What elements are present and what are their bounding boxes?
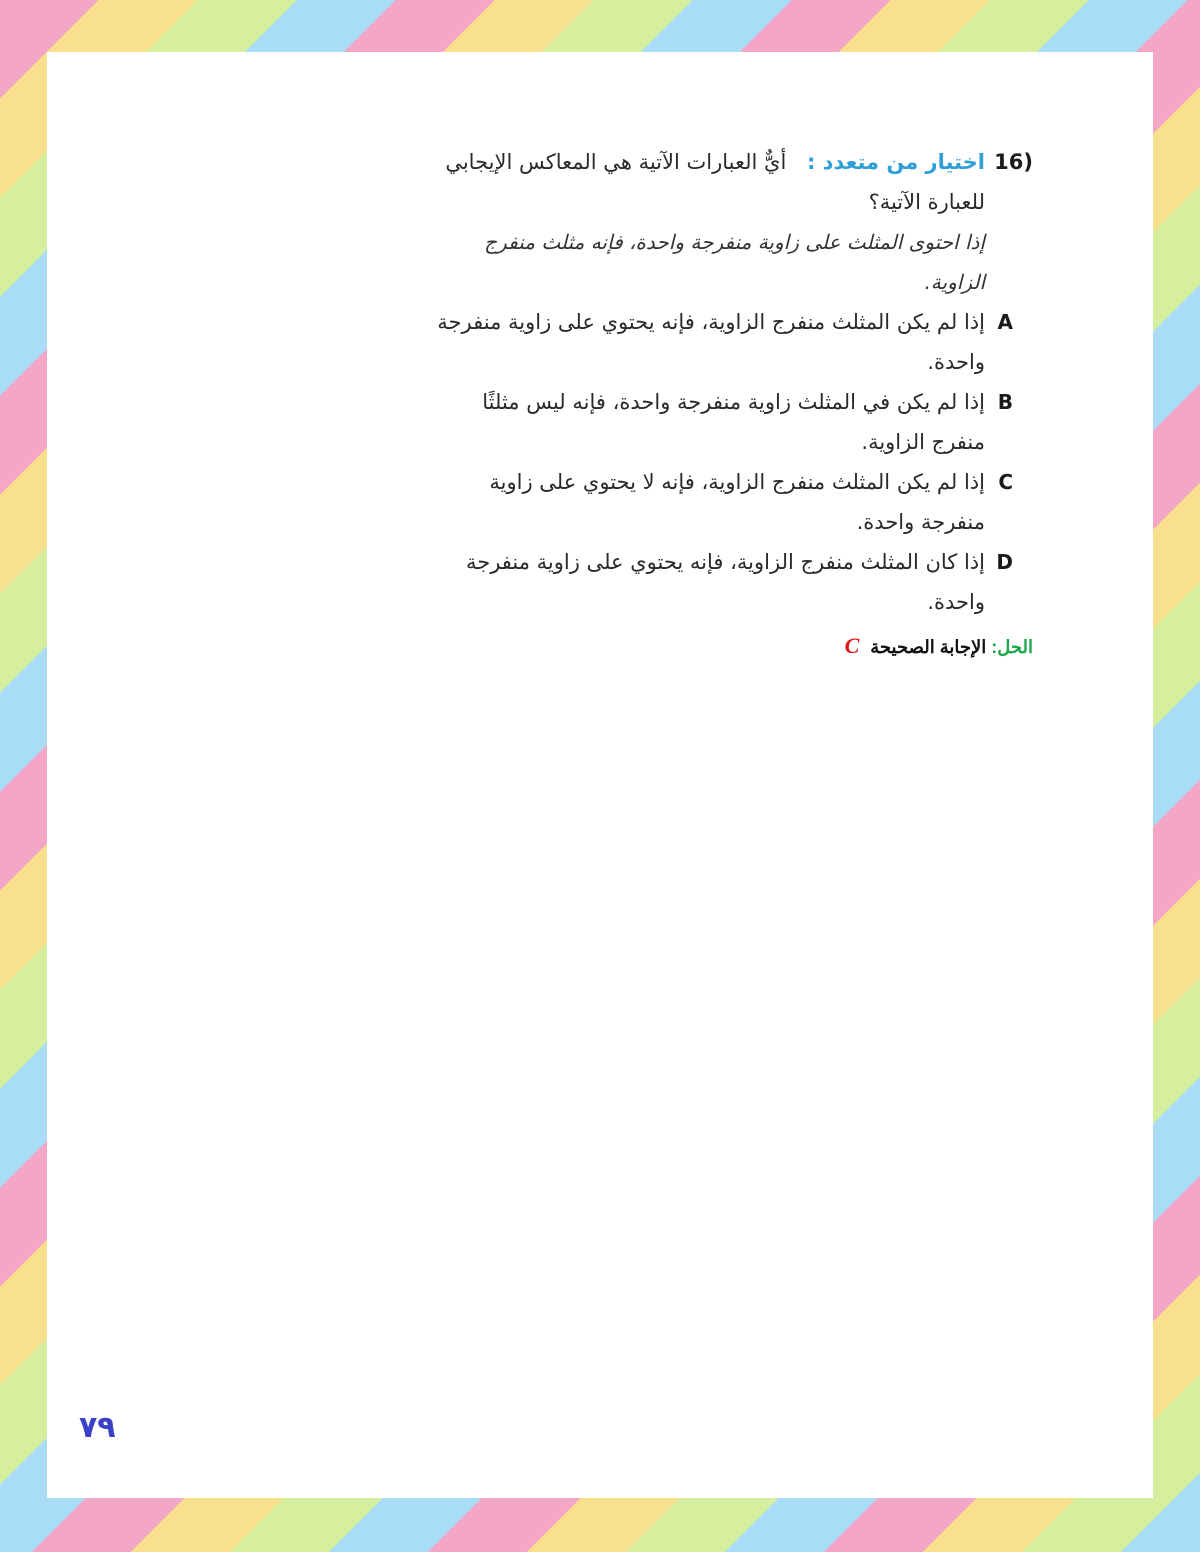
option-b [433, 382, 1033, 462]
question-prompt: أيٌّ العبارات الآتية هي المعاكس الإيجابي للعبارة الآتية؟ [445, 150, 985, 214]
option-d [433, 542, 1033, 622]
question-number: 16) [994, 150, 1033, 174]
solution-answer: C [844, 633, 860, 658]
question-statement: إذا احتوى المثلث على زاوية منفرجة واحدة، فإنه مثلث منفرج الزاوية. [484, 230, 985, 294]
question-header [433, 142, 1033, 222]
option-a-letter: A [997, 310, 1013, 334]
option-c-text: إذا لم يكن المثلث منفرج الزاوية، فإنه لا يحتوي على زاوية منفرجة واحدة. [489, 470, 985, 534]
option-b-letter: B [997, 390, 1013, 414]
option-c-letter: C [998, 470, 1013, 494]
page-number: ٧٩ [79, 1410, 116, 1445]
option-a [433, 302, 1033, 382]
option-d-text: إذا كان المثلث منفرج الزاوية، فإنه يحتوي على زاوية منفرجة واحدة. [465, 550, 985, 614]
option-d-letter: D [996, 550, 1013, 574]
question-block [433, 142, 1033, 663]
option-c [433, 462, 1033, 542]
option-a-text: إذا لم يكن المثلث منفرج الزاوية، فإنه يحتوي على زاوية منفرجة واحدة. [437, 310, 985, 374]
option-b-text: إذا لم يكن في المثلث زاوية منفرجة واحدة، فإنه ليس مثلثًا منفرج الزاوية. [482, 390, 985, 454]
question-type-tag: اختيار من متعدد : [806, 150, 985, 174]
solution-label: الحل: [991, 637, 1033, 657]
solution-text: الإجابة الصحيحة [870, 637, 987, 657]
worksheet-page [47, 52, 1153, 1498]
solution-line [433, 630, 1033, 663]
